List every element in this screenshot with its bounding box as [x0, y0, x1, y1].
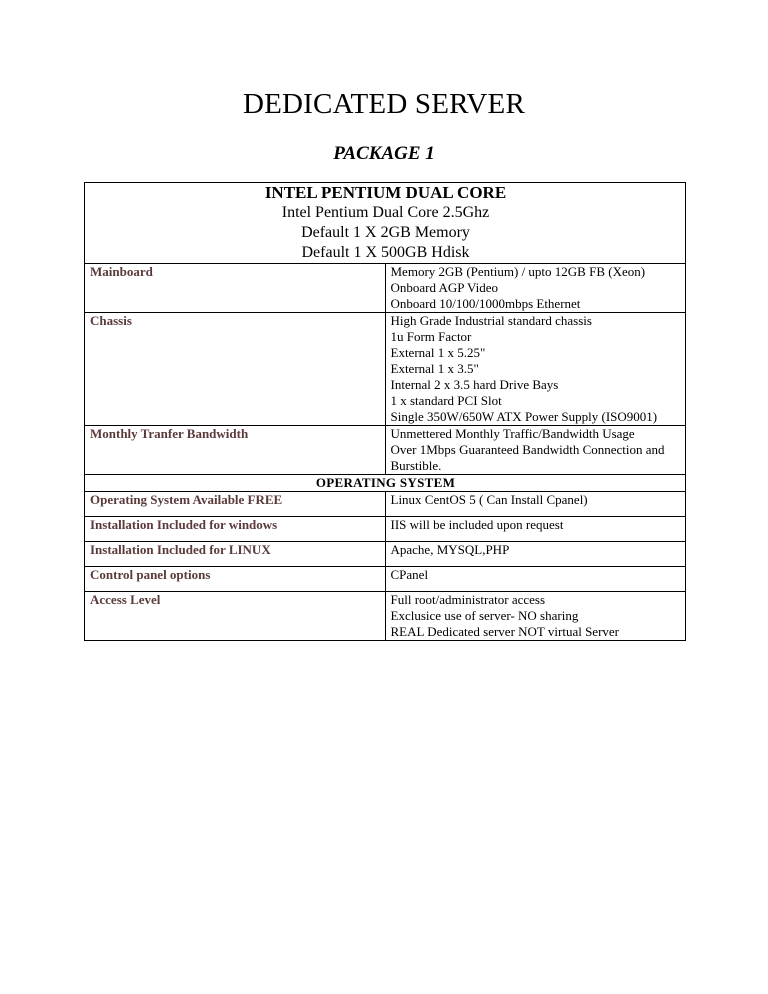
value-line: Onboard AGP Video	[390, 280, 499, 295]
row-value-windows	[385, 517, 686, 542]
table-row	[85, 426, 686, 475]
value-line: Single 350W/650W ATX Power Supply (ISO9001)	[390, 409, 658, 424]
value-line: Apache, MYSQL,PHP	[390, 542, 510, 557]
table-row	[85, 264, 686, 313]
os-section-heading: OPERATING SYSTEM	[85, 475, 686, 492]
hdisk-spec-line: Default 1 X 500GB Hdisk	[301, 244, 470, 261]
memory-spec-line: Default 1 X 2GB Memory	[301, 224, 470, 241]
row-label-access-level: Access Level	[85, 592, 386, 641]
package-subtitle: PACKAGE 1	[333, 143, 435, 164]
value-line: 1u Form Factor	[390, 329, 472, 344]
value-line: IIS will be included upon request	[390, 517, 564, 532]
value-line: Burstible.	[390, 458, 442, 473]
value-line: CPanel	[390, 567, 429, 582]
row-label-mainboard: Mainboard	[85, 264, 386, 313]
row-value-linux	[385, 542, 686, 567]
row-label-chassis: Chassis	[85, 313, 386, 426]
table-row	[85, 592, 686, 641]
value-line: Memory 2GB (Pentium) / upto 12GB FB (Xeon)	[390, 264, 646, 279]
row-label-control-panel: Control panel options	[85, 567, 386, 592]
value-line: REAL Dedicated server NOT virtual Server	[390, 624, 620, 639]
value-line: 1 x standard PCI Slot	[390, 393, 502, 408]
row-label-linux: Installation Included for LINUX	[85, 542, 386, 567]
table-row	[85, 542, 686, 567]
page-title: DEDICATED SERVER	[242, 88, 525, 120]
value-line: Full root/administrator access	[390, 592, 546, 607]
value-line: Exclusice use of server- NO sharing	[390, 608, 579, 623]
row-value-bandwidth	[385, 426, 686, 475]
row-value-chassis	[385, 313, 686, 426]
value-line: Onboard 10/100/1000mbps Ethernet	[390, 296, 581, 311]
row-value-os-free	[385, 492, 686, 517]
value-line: Unmettered Monthly Traffic/Bandwidth Usage	[390, 426, 635, 441]
row-label-windows: Installation Included for windows	[85, 517, 386, 542]
row-label-os-free: Operating System Available FREE	[85, 492, 386, 517]
cpu-spec-line: Intel Pentium Dual Core 2.5Ghz	[281, 204, 490, 221]
cpu-heading: INTEL PENTIUM DUAL CORE	[264, 183, 507, 202]
table-row	[85, 313, 686, 426]
value-line: High Grade Industrial standard chassis	[390, 313, 592, 328]
package-header	[85, 183, 686, 264]
spec-table	[84, 182, 686, 641]
value-line: External 1 x 5.25"	[390, 345, 486, 360]
value-line: External 1 x 3.5"	[390, 361, 479, 376]
value-line: Over 1Mbps Guaranteed Bandwidth Connection and	[390, 442, 665, 457]
row-value-mainboard	[385, 264, 686, 313]
value-line: Internal 2 x 3.5 hard Drive Bays	[390, 377, 559, 392]
table-row	[85, 567, 686, 592]
value-line: Linux CentOS 5 ( Can Install Cpanel)	[390, 492, 588, 507]
row-label-bandwidth: Monthly Tranfer Bandwidth	[85, 426, 386, 475]
table-row	[85, 517, 686, 542]
table-row	[85, 492, 686, 517]
row-value-control-panel	[385, 567, 686, 592]
row-value-access-level	[385, 592, 686, 641]
